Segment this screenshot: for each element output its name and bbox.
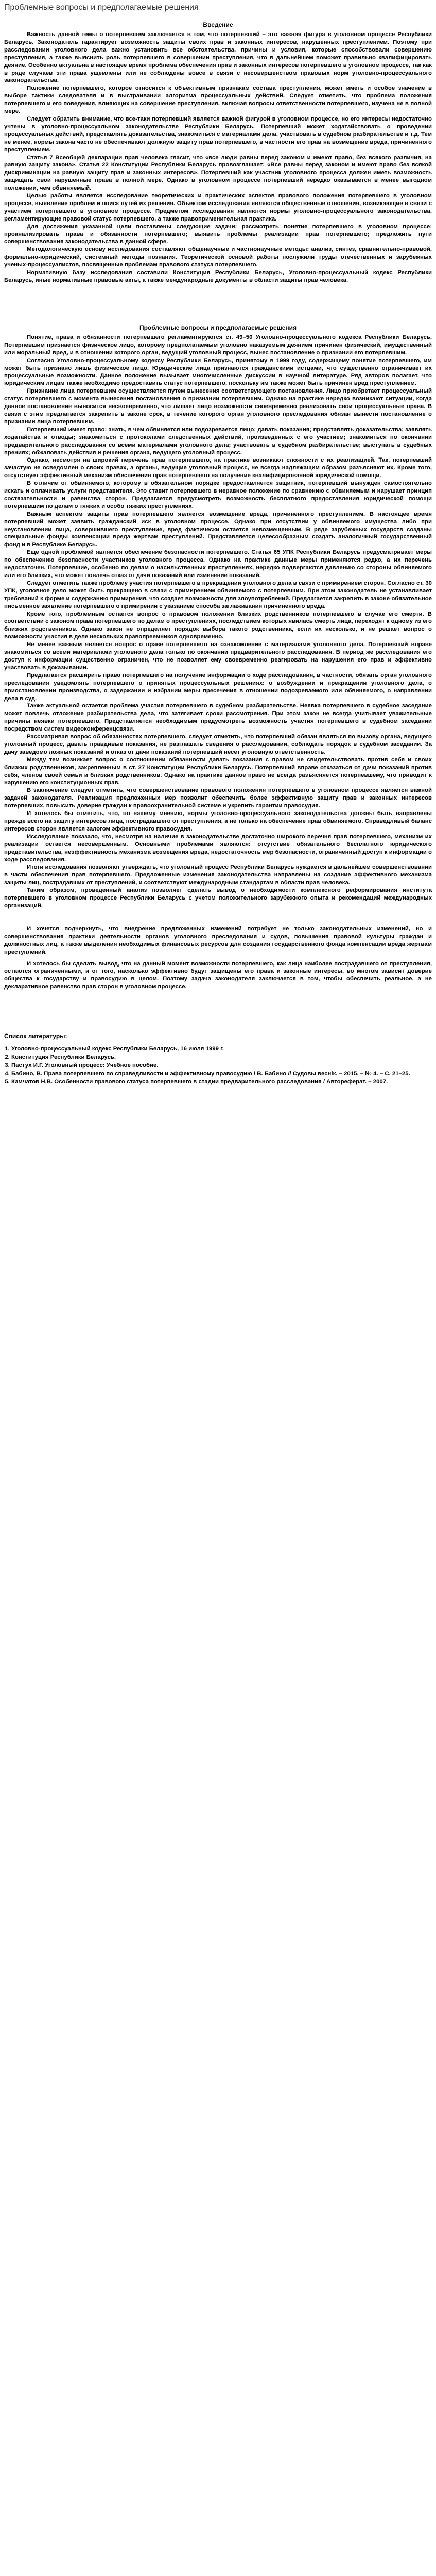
intro-paragraph: Положение потерпевшего, которое относится к объективным признакам состава преступления, может иметь и особое значение в выборе тактики следователя и в выстраивании алгоритма процессуальных действий. Следует отметить, что проблема положения потерпевшего и его поведения, влияющих на совершение преступления, включая вопросы ответственности потерпевшего, изучена не в полной мере. [4,85,432,115]
main-paragraph: Понятие, права и обязанности потерпевшего регламентируются ст. 49–50 Уголовно-процессуального кодекса Республики Беларусь. Потерпевшим признается физическое лицо, которому предполагаемым уголовно наказуемым деянием причинен физический, имущественный или моральный вред, и в отношении которого орган, ведущий уголовный процесс, вынес постановление о признании его потерпевшим. [4,334,432,356]
reference-item: 1. Уголовно-процессуальный кодекс Республики Беларусь, 16 июля 1999 г. [11,1045,432,1053]
section-gap [4,991,432,1027]
main-paragraph: Между тем возникает вопрос о соотношении обязанности давать показания с правом не свидетельствовать против себя и своих близких родственников, закрепленным в ст. 27 Конституции Республики Беларусь. Потерпевший вправе отказаться от дачи показаний против себя, членов своей семьи и близких родственников. Однако на практике данное право не всегда разъясняется потерпевшему, что приводит к нарушению его конституционных прав. [4,756,432,786]
section-gap [4,284,432,320]
intro-paragraph: Важность данной темы о потерпевшем заключается в том, что потерпевший – это важная фигура в уголовном процессе Республики Беларусь. Законодатель гарантирует возможность защиты своих прав и законных интересов, нарушенных преступлением. Поэтому при расследовании уголовного дела важно установить все обстоятельства, причины и условия, которые способствовали совершению преступления, а также выяснить роль потерпевшего в совершении преступления, что в дальнейшем поможет правильно квалифицировать деяние. Особенно актуальна в настоящее время проблема обеспечения прав и законных интересов потерпевшего в уголовном процессе, так как в ряде случаев эти права ущемлены или не соблюдены вовсе в связи с несовершенством правовых норм уголовно-процессуального законодательства. [4,31,432,84]
main-paragraph: Согласно Уголовно-процессуальному кодексу Республики Беларусь, принятому в 1999 году, содержащему понятие потерпевшего, им может быть признано лишь физическое лицо. Юридические лица признаются гражданскими истцами, что существенно ограничивает их процессуальные возможности. Данное положение вызывает многочисленные дискуссии в научной литературе. Ряд авторов полагает, что юридическим лицам также необходимо предоставить статус потерпевшего, поскольку им также может быть причинен вред преступлением. [4,357,432,387]
main-paragraph: Не менее важным является вопрос о праве потерпевшего на ознакомление с материалами уголовного дела. Потерпевший вправе знакомиться со всеми материалами уголовного дела только по окончании предварительного расследования. В период же расследования его доступ к информации существенно ограничен, что не позволяет ему своевременно реагировать на нарушения его прав и эффективно участвовать в доказывании. [4,641,432,671]
main-paragraph: Итоги исследования позволяют утверждать, что уголовный процесс Республики Беларусь нуждается в дальнейшем совершенствовании в части обеспечения прав потерпевшего. Предложенные изменения законодательства направлены на создание эффективного механизма защиты лиц, пострадавших от преступлений, и соответствуют международным стандартам в области прав человека. [4,864,432,886]
main-paragraph: И хотелось бы отметить, что, по нашему мнению, нормы уголовно-процессуального законодательства должны быть направлены прежде всего на защиту интересов лица, пострадавшего от преступления, а не только на обеспечение прав обвиняемого. Справедливый баланс интересов сторон является залогом эффективного правосудия. [4,810,432,832]
paragraph-gap [4,956,432,960]
intro-paragraph: Следует обратить внимание, что все-таки потерпевший является важной фигурой в уголовном процессе, но его интересы недостаточно учтены в уголовно-процессуальном законодательстве Республики Беларусь. Потерпевший может ходатайствовать о проведении процессуальных действий, представлять доказательства, знакомиться с материалами дела, участвовать в судебном разбирательстве и т.д. Тем не менее, нормы закона часто не обеспечивают должную защиту прав потерпевшего, в частности его прав на возмещение вреда, причиненного преступлением. [4,115,432,153]
references-list [4,1045,432,1086]
main-paragraph: Кроме того, проблемным остается вопрос о правовом положении близких родственников потерпевшего в случае его смерти. В соответствии с законом права потерпевшего по делам о преступлениях, последствием которых явилась смерть лица, переходят к одному из его близких родственников. Однако закон не определяет порядок выбора такого родственника, если их несколько, и не решает вопрос о возможности участия в деле нескольких правопреемников одновременно. [4,611,432,640]
main-paragraph: Важным аспектом защиты прав потерпевшего является возмещение вреда, причиненного преступлением. В настоящее время потерпевший может заявить гражданский иск в уголовном процессе. Однако при отсутствии у обвиняемого имущества либо при неустановлении лица, совершившего преступление, вред фактически остается невозмещенным. В ряде зарубежных государств созданы специальные фонды компенсации вреда жертвам преступлений. Представляется целесообразным создать аналогичный государственный фонд и в Республике Беларусь. [4,511,432,548]
reference-item: 4. Бабино, В. Права потерпевшего по справедливости и эффективному правосудию / В. Бабино // Судовы веснік. – 2015. – № 4. – С. 21–25. [11,1070,432,1078]
section-gap [4,910,432,925]
main-heading: Проблемные вопросы и предполагаемые решения [139,324,297,331]
reference-item: 5. Камчатов Н.В. Особенности правового статуса потерпевшего в стадии предварительного расследования / Автореферат. – 2007. [11,1078,432,1086]
document-body [0,14,436,1086]
main-paragraph: Еще одной проблемой является обеспечение безопасности потерпевшего. Статья 65 УПК Республики Беларусь предусматривает меры по обеспечению безопасности участников уголовного процесса. Однако на практике данные меры применяются редко, а их перечень недостаточен. Потерпевшие, особенно по делам о насильственных преступлениях, нередко подвергаются давлению со стороны обвиняемого или его близких, что может повлечь отказ от дачи показаний или изменение показаний. [4,549,432,579]
page-title: Проблемные вопросы и предполагаемые решения [4,3,199,12]
intro-paragraph: Статья 7 Всеобщей декларации прав человека гласит, что «все люди равны перед законом и имеют право, без всякого различия, на равную защиту закона». Статья 22 Конституции Республики Беларусь провозглашает: «Все равны перед законом и имеют право без всякой дискриминации на равную защиту прав и законных интересов». Потерпевший как участник уголовного процесса должен иметь возможность защищать свои нарушенные права в полной мере. Однако в уголовном процессе потерпевший нередко оказывается в менее выгодном положении, чем обвиняемый. [4,154,432,192]
main-paragraph: Исследование показало, что, несмотря на наличие в законодательстве достаточно широкого перечня прав потерпевшего, механизм их реализации остается несовершенным. Основными проблемами являются: отсутствие обязательного бесплатного юридического представительства, неэффективность механизма возмещения вреда, недостаточность мер безопасности, ограниченный доступ к информации о ходе расследования. [4,833,432,863]
closing-paragraph: И хотелось бы сделать вывод, что на данный момент возможности потерпевшего, как лица наиболее пострадавшего от преступления, остаются ограниченными, и от того, насколько эффективно будут защищены его права и законные интересы, во многом зависит доверие общества к государству и правосудию в целом. Поэтому задача законодателя заключается в том, чтобы обеспечить реальное, а не декларативное равенство прав сторон в уголовном процессе. [4,960,432,990]
main-paragraph: Однако, несмотря на широкий перечень прав потерпевшего, на практике возникают сложности с их реализацией. Так, потерпевший зачастую не осведомлен о своих правах, а органы, ведущие уголовный процесс, не всегда надлежащим образом разъясняют их. Кроме того, отсутствует эффективный механизм обеспечения прав потерпевшего на получение квалифицированной юридической помощи. [4,457,432,479]
intro-paragraph: Методологическую основу исследования составляют общенаучные и частнонаучные методы: анализ, синтез, сравнительно-правовой, формально-юридический, системный методы познания. Теоретической основой работы послужили труды отечественных и зарубежных ученых-процессуалистов, посвященные проблемам правового статуса потерпевшего. [4,246,432,268]
main-paragraph: Рассматривая вопрос об обязанностях потерпевшего, следует отметить, что потерпевший обязан являться по вызову органа, ведущего уголовный процесс, давать правдивые показания, не разглашать сведения о расследовании, соблюдать порядок в судебном заседании. За дачу заведомо ложных показаний и отказ от дачи показаний потерпевший несет уголовную ответственность. [4,734,432,755]
intro-heading: Введение [203,21,233,28]
main-paragraph: В отличие от обвиняемого, которому в обязательном порядке предоставляется защитник, потерпевший вынужден самостоятельно искать и оплачивать услуги представителя. Это ставит потерпевшего в неравное положение по сравнению с обвиняемым и нарушает принцип состязательности и равенства сторон. Предлагается предусмотреть возможность бесплатного предоставления юридической помощи потерпевшим по делам о тяжких и особо тяжких преступлениях. [4,480,432,510]
references-heading: Список литературы: [4,1032,67,1040]
main-paragraph: Потерпевший имеет право: знать, в чем обвиняется или подозревается лицо; давать показания; представлять доказательства; заявлять ходатайства и отводы; знакомиться с протоколами следственных действий, произведенных с его участием; знакомиться по окончании предварительного расследования со всеми материалами уголовного дела; участвовать в судебном разбирательстве; выступать в судебных прениях; обжаловать действия и решения органа, ведущего уголовный процесс. [4,426,432,456]
main-paragraph: Признание лица потерпевшим осуществляется путем вынесения соответствующего постановления. Лицо приобретает процессуальный статус потерпевшего с момента вынесения постановления о признании потерпевшим. Однако на практике нередко возникают ситуации, когда данное постановление выносится несвоевременно, что лишает лицо возможности своевременно реализовать свои процессуальные права. В связи с этим предлагается закрепить в законе срок, в течение которого орган уголовного преследования обязан вынести постановление о признании лица потерпевшим. [4,388,432,425]
main-paragraph: Следует отметить также проблему участия потерпевшего в прекращении уголовного дела в связи с примирением сторон. Согласно ст. 30 УПК, уголовное дело может быть прекращено в связи с примирением обвиняемого с потерпевшим. При этом законодатель не устанавливает требований к форме и содержанию примирения, что создает возможности для злоупотреблений. Предлагается закрепить в законе обязательное письменное заявление потерпевшего о примирении с указанием способа заглаживания причиненного вреда. [4,580,432,609]
intro-paragraph: Целью работы является исследование теоретических и практических аспектов правового положения потерпевшего в уголовном процессе, выявление проблем и поиск путей их решения. Объектом исследования являются общественные отношения, возникающие в связи с участием потерпевшего в уголовном процессе. Предметом исследования являются нормы уголовно-процессуального законодательства, регламентирующие правовой статус потерпевшего, а также правоприменительная практика. [4,193,432,222]
references-section [4,1032,432,1086]
closing-paragraph: И хочется подчеркнуть, что внедрение предложенных изменений потребует не только законодательных изменений, но и совершенствования практики деятельности органов уголовного преследования и судов, повышения правовой культуры граждан и должностных лиц, а также выделения необходимых финансовых ресурсов для создания государственного фонда компенсации вреда жертвам преступлений. [4,925,432,955]
page-header [0,0,436,14]
main-paragraph: В заключение следует отметить, что совершенствование правового положения потерпевшего в уголовном процессе является важной задачей законодателя. Реализация предложенных мер позволит обеспечить более эффективную защиту прав и законных интересов потерпевших, повысить доверие граждан к правоохранительной системе и укрепить гарантии правосудия. [4,787,432,809]
reference-item: 3. Пастух И.Г. Уголовный процесс: Учебное пособие. [11,1062,432,1070]
main-paragraph: Предлагается расширить право потерпевшего на получение информации о ходе расследования, в частности, обязать орган уголовного преследования уведомлять потерпевшего о принятых процессуальных решениях: о возбуждении и прекращении уголовного дела, о приостановлении производства, о задержании и избрании меры пресечения в отношении подозреваемого или обвиняемого, о направлении дела в суд. [4,672,432,702]
main-paragraph: Также актуальной остается проблема участия потерпевшего в судебном разбирательстве. Неявка потерпевшего в судебное заседание может повлечь отложение разбирательства дела, что затягивает сроки рассмотрения. При этом закон не всегда учитывает уважительные причины неявки потерпевшего. Представляется необходимым предусмотреть возможность участия потерпевшего в судебном заседании посредством систем видеоконференцсвязи. [4,703,432,733]
reference-item: 2. Конституция Республики Беларусь. [11,1054,432,1061]
main-paragraph: Таким образом, проведенный анализ позволяет сделать вывод о необходимости комплексного реформирования института потерпевшего в уголовном процессе Республики Беларусь с учетом положительного зарубежного опыта и рекомендаций международных организаций. [4,887,432,909]
intro-paragraph: Нормативную базу исследования составили Конституция Республики Беларусь, Уголовно-процессуальный кодекс Республики Беларусь, иные нормативные правовые акты, а также международные документы в области защиты прав человека. [4,269,432,283]
intro-paragraph: Для достижения указанной цели поставлены следующие задачи: рассмотреть понятие потерпевшего в уголовном процессе; проанализировать права и обязанности потерпевшего; выявить проблемы реализации прав потерпевшего; предложить пути совершенствования законодательства в данной сфере. [4,223,432,245]
